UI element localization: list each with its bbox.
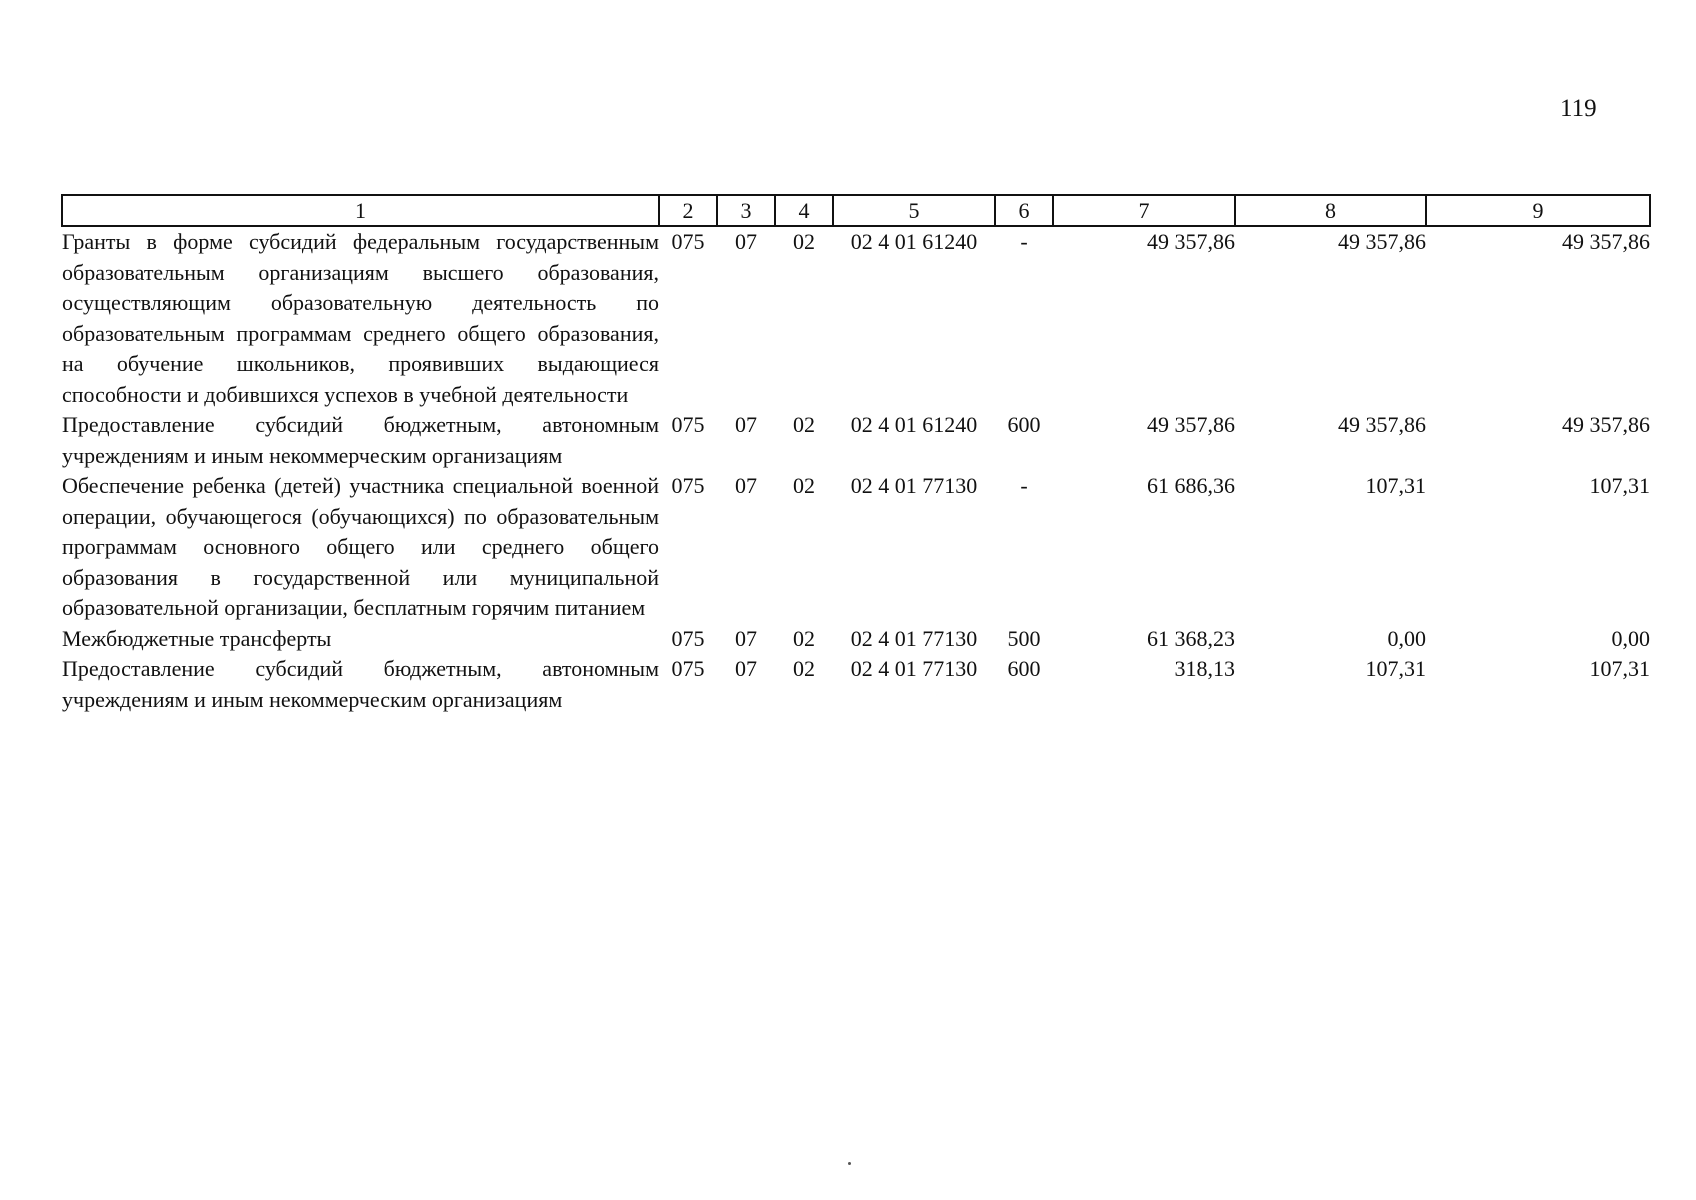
expense-type-code: 600 <box>1007 656 1041 681</box>
section-code: 07 <box>735 229 757 254</box>
column-header: 2 <box>659 195 717 226</box>
ministry-code: 075 <box>671 229 705 254</box>
ministry-code: 075 <box>671 625 705 651</box>
amount-year-3: 107,31 <box>1589 656 1650 681</box>
table-row <box>62 471 1650 624</box>
section-code: 07 <box>735 412 757 437</box>
table-row <box>62 410 1650 471</box>
row-description: Обеспечение ребенка (детей) участника специальной военной операции, обучающегося (обучающихся) по образовательным программам основного общего или среднего общего образования в государственной или муниципальной образовательной организации, бесплатным горячим питанием <box>62 473 659 620</box>
expense-type-code: - <box>1020 229 1028 254</box>
amount-year-1: 318,13 <box>1174 656 1235 681</box>
target-article-code: 02 4 01 61240 <box>850 412 978 437</box>
amount-year-2: 0,00 <box>1387 625 1426 651</box>
amount-year-2: 107,31 <box>1365 656 1426 681</box>
ministry-code: 075 <box>671 412 705 437</box>
amount-year-1: 61 368,23 <box>1147 625 1235 651</box>
section-code: 07 <box>735 656 757 681</box>
amount-year-2: 49 357,86 <box>1338 229 1426 254</box>
row-description: Гранты в форме субсидий федеральным государственным образовательным организациям высшего образования, осуществляющим образовательную деятельность по образовательным программам среднего общего образования, на обучение школьников, проявивших выдающиеся способности и добившихся успехов в учебной деятельности <box>62 229 659 407</box>
amount-year-2: 49 357,86 <box>1338 412 1426 437</box>
row-description: Предоставление субсидий бюджетным, автономным учреждениям и иным некоммерческим организациям <box>62 656 659 712</box>
column-header: 4 <box>775 195 833 226</box>
expense-type-code: - <box>1020 473 1028 498</box>
ministry-code: 075 <box>671 473 705 498</box>
target-article-code: 02 4 01 77130 <box>850 625 978 651</box>
column-header: 9 <box>1426 195 1650 226</box>
subsection-code: 02 <box>793 229 815 254</box>
subsection-code: 02 <box>793 473 815 498</box>
column-header: 8 <box>1235 195 1426 226</box>
amount-year-3: 49 357,86 <box>1562 412 1650 437</box>
column-number-header-row <box>62 195 1650 226</box>
subsection-code: 02 <box>793 412 815 437</box>
subsection-code: 02 <box>793 625 815 651</box>
column-header: 6 <box>995 195 1053 226</box>
row-description: Предоставление субсидий бюджетным, автономным учреждениям и иным некоммерческим организациям <box>62 412 659 468</box>
expense-type-code: 600 <box>1007 412 1041 437</box>
table-row <box>62 624 1650 655</box>
budget-table <box>61 194 1651 715</box>
column-header: 1 <box>62 195 659 226</box>
scan-speck <box>848 1162 851 1165</box>
amount-year-1: 49 357,86 <box>1147 229 1235 254</box>
column-header: 5 <box>833 195 995 226</box>
section-code: 07 <box>735 625 757 651</box>
ministry-code: 075 <box>671 656 705 681</box>
section-code: 07 <box>735 473 757 498</box>
target-article-code: 02 4 01 61240 <box>850 229 978 254</box>
table-row <box>62 226 1650 410</box>
row-description: Межбюджетные трансферты <box>62 625 332 651</box>
amount-year-3: 0,00 <box>1611 625 1650 651</box>
page-number: 119 <box>1560 95 1597 122</box>
amount-year-1: 49 357,86 <box>1147 412 1235 437</box>
expense-type-code: 500 <box>1007 625 1041 651</box>
target-article-code: 02 4 01 77130 <box>850 656 978 681</box>
amount-year-3: 49 357,86 <box>1562 229 1650 254</box>
table-row <box>62 654 1650 715</box>
amount-year-2: 107,31 <box>1365 473 1426 498</box>
column-header: 7 <box>1053 195 1235 226</box>
subsection-code: 02 <box>793 656 815 681</box>
amount-year-1: 61 686,36 <box>1147 473 1235 498</box>
target-article-code: 02 4 01 77130 <box>850 473 978 498</box>
column-header: 3 <box>717 195 775 226</box>
amount-year-3: 107,31 <box>1589 473 1650 498</box>
